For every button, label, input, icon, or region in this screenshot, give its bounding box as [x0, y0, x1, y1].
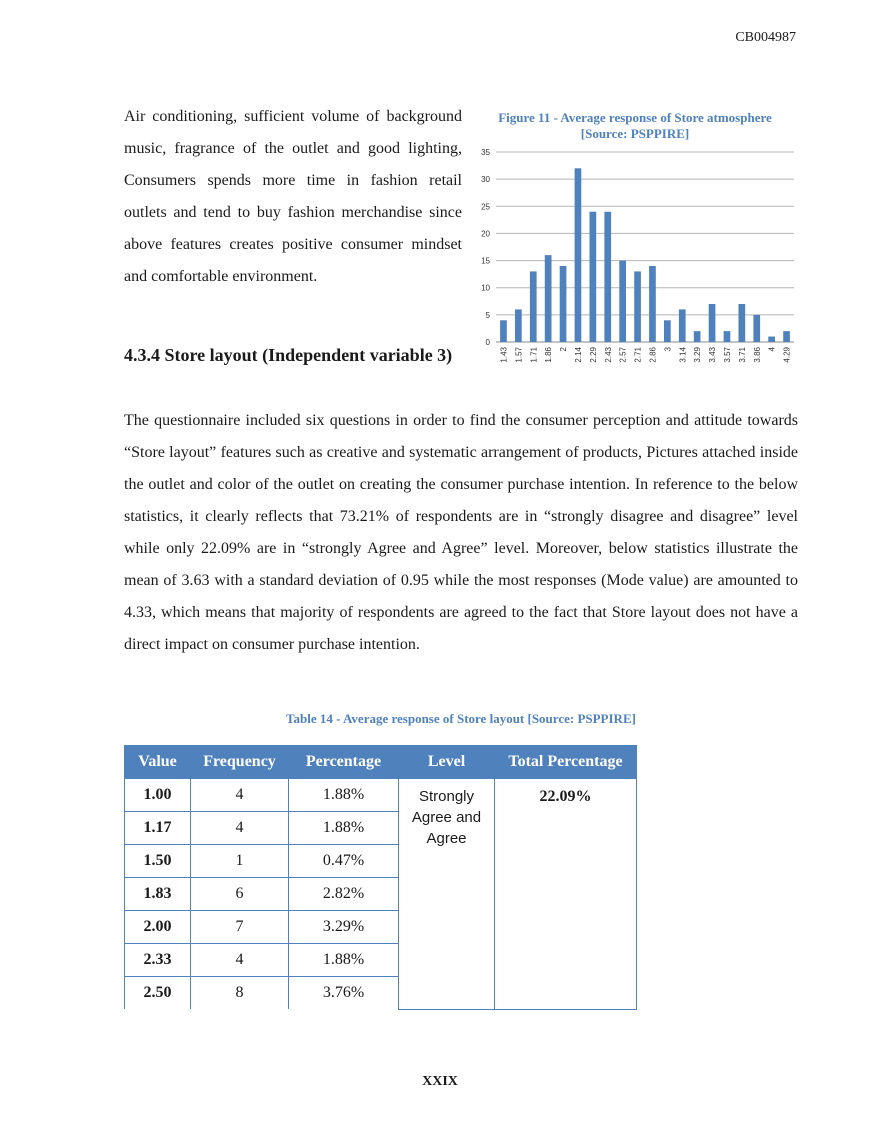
bar [500, 320, 507, 342]
bar [724, 331, 731, 342]
cell-level-group [399, 779, 495, 1010]
y-tick-label: 30 [481, 175, 490, 185]
bar [634, 271, 641, 342]
bar [753, 315, 760, 342]
section-heading: 4.3.4 Store layout (Independent variable 3) [124, 345, 453, 365]
table-row [125, 779, 637, 812]
bar-chart [472, 146, 802, 378]
table-header-row [125, 746, 637, 779]
x-tick-label: 2.29 [588, 347, 598, 363]
document-id: CB004987 [735, 30, 796, 45]
y-tick-label: 20 [481, 229, 490, 239]
bar [709, 304, 716, 342]
x-tick-label: 3.86 [752, 347, 762, 363]
figure-caption [470, 110, 800, 142]
header-total-percentage: Total Percentage [495, 746, 637, 779]
x-tick-label: 2 [559, 347, 569, 352]
bar [768, 337, 775, 342]
level-line: Strongly [418, 788, 475, 805]
figure-caption-title: Figure 11 - Average response of Store atmosphere [498, 110, 772, 125]
x-tick-label: 2.14 [573, 347, 583, 363]
bar [738, 304, 745, 342]
cell-value: 1.50 [125, 845, 191, 878]
x-tick-label: 1.43 [499, 347, 509, 363]
y-tick-label: 35 [481, 148, 490, 157]
bar [515, 309, 522, 342]
bar [560, 266, 567, 342]
bar [589, 212, 596, 342]
level-line: Agree and [411, 809, 482, 826]
x-tick-label: 3.71 [737, 347, 747, 363]
cell-value: 2.33 [125, 944, 191, 977]
cell-percentage: 3.76% [289, 977, 399, 1010]
bar [545, 255, 552, 342]
page-number: XXIX [422, 1074, 458, 1089]
bar [783, 331, 790, 342]
x-tick-label: 3.14 [678, 347, 688, 363]
x-tick-label: 3.29 [693, 347, 703, 363]
bar [664, 320, 671, 342]
cell-percentage: 1.88% [289, 812, 399, 845]
x-tick-label: 3.57 [722, 347, 732, 363]
figure-caption-source: [Source: PSPPIRE] [580, 126, 690, 141]
cell-value: 2.00 [125, 911, 191, 944]
cell-frequency: 4 [191, 944, 289, 977]
header-value: Value [125, 746, 191, 779]
y-tick-label: 25 [481, 202, 490, 212]
header-level: Level [399, 746, 495, 779]
x-tick-label: 3 [663, 347, 673, 352]
x-tick-label: 2.43 [603, 347, 613, 363]
cell-frequency: 8 [191, 977, 289, 1010]
x-tick-label: 3.43 [708, 347, 718, 363]
x-tick-label: 1.86 [544, 347, 554, 363]
header-percentage: Percentage [289, 746, 399, 779]
cell-percentage: 0.47% [289, 845, 399, 878]
cell-frequency: 6 [191, 878, 289, 911]
cell-value: 1.17 [125, 812, 191, 845]
cell-percentage: 1.88% [289, 944, 399, 977]
store-layout-table [124, 745, 637, 1010]
cell-frequency: 4 [191, 812, 289, 845]
x-tick-label: 4 [767, 347, 777, 352]
x-tick-label: 2.86 [648, 347, 658, 363]
cell-frequency: 4 [191, 779, 289, 812]
x-tick-label: 1.71 [529, 347, 539, 363]
bar [649, 266, 656, 342]
x-tick-label: 4.29 [782, 347, 792, 363]
cell-frequency: 1 [191, 845, 289, 878]
cell-percentage: 1.88% [289, 779, 399, 812]
y-tick-label: 0 [485, 338, 490, 347]
bar [530, 271, 537, 342]
cell-value: 2.50 [125, 977, 191, 1010]
x-tick-label: 2.57 [618, 347, 628, 363]
bar [679, 309, 686, 342]
intro-paragraph: Air conditioning, sufficient volume of background music, fragrance of the outlet and good lighting, Consumers spends more time in fashion retail outlets and tend to buy fashion merchandise since above features creates positive consumer mindset and comfortable environment. [124, 108, 462, 285]
cell-percentage: 3.29% [289, 911, 399, 944]
bar [694, 331, 701, 342]
x-tick-label: 1.57 [514, 347, 524, 363]
cell-frequency: 7 [191, 911, 289, 944]
table-caption: Table 14 - Average response of Store layout [Source: PSPPIRE] [286, 711, 636, 726]
header-frequency: Frequency [191, 746, 289, 779]
y-tick-label: 10 [481, 283, 490, 293]
level-line: Agree [426, 830, 467, 847]
y-tick-label: 5 [485, 310, 490, 320]
cell-total-percentage: 22.09% [495, 779, 637, 1010]
cell-value: 1.00 [125, 779, 191, 812]
x-tick-label: 2.71 [633, 347, 643, 363]
cell-percentage: 2.82% [289, 878, 399, 911]
cell-value: 1.83 [125, 878, 191, 911]
section-paragraph: The questionnaire included six questions in order to find the consumer perception and attitude towards “Store layout” features such as creative and systematic arrangement of products, Pictures attached inside the outlet and color of the outlet on creating the consumer purchase intention. In reference to the below statistics, it clearly reflects that 73.21% of respondents are in “strongly disagree and disagree” level while only 22.09% are in “strongly Agree and Agree” level. Moreover, below statistics illustrate the mean of 3.63 with a standard deviation of 0.95 while the most responses (Mode value) are amounted to 4.33, which means that majority of respondents are agreed to the fact that Store layout does not have a direct impact on consumer purchase intention. [124, 412, 798, 653]
bar [604, 212, 611, 342]
bar [575, 168, 582, 342]
y-tick-label: 15 [481, 256, 490, 266]
bar [619, 261, 626, 342]
